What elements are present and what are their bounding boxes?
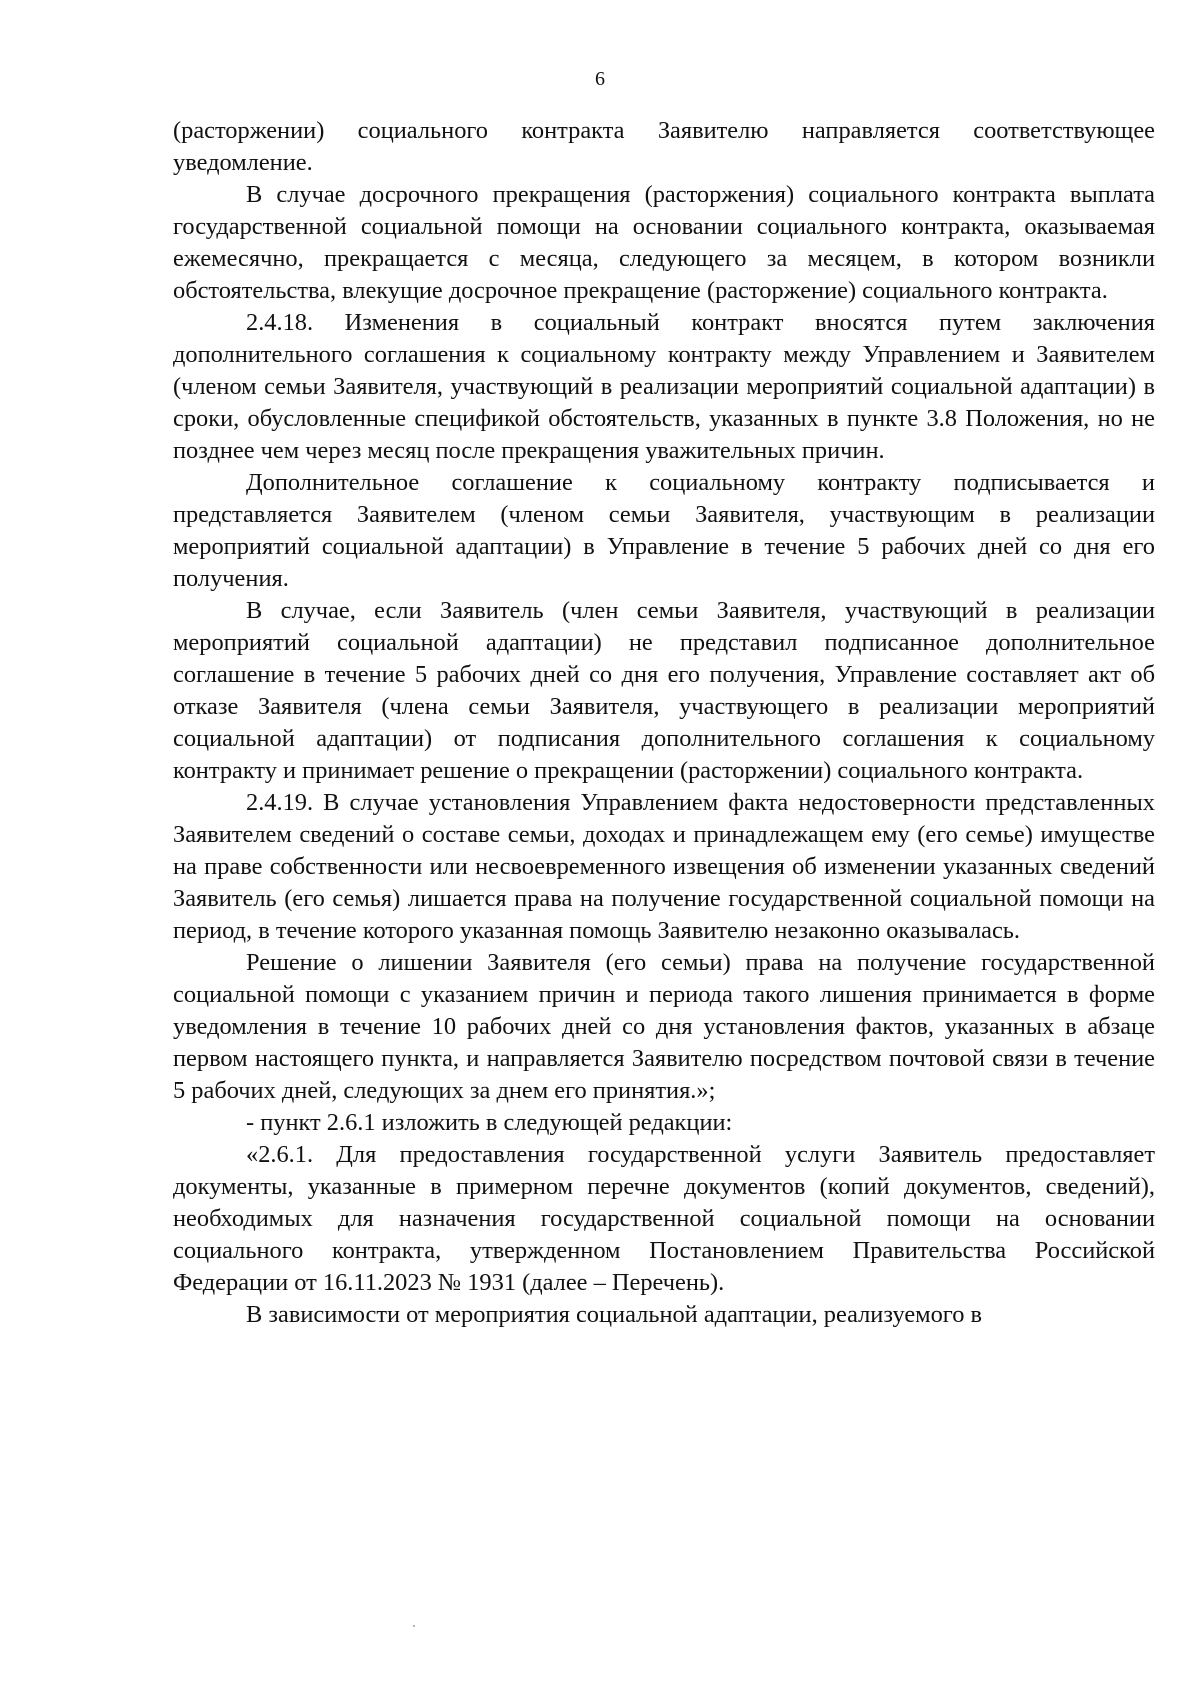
paragraph-10: В зависимости от мероприятия социальной адаптации, реализуемого в [246, 1301, 983, 1328]
paragraph-1: (расторжении) социального контракта Заявителю направляется соответствующее уведомление. [173, 117, 1155, 176]
scan-artifact-dot [413, 1625, 415, 1627]
paragraph-7: Решение о лишении Заявителя (его семьи) права на получение государственной социальной помощи с указанием причин и периода такого лишения принимается в форме уведомления в течение 10 рабочих дней со дня установления фактов, указанных в абзаце первом настоящего пункта, и направляется Заявителю посредством почтовой связи в течение 5 рабочих дней, следующих за днем его принятия.»; [173, 949, 1155, 1104]
paragraph-3: 2.4.18. Изменения в социальный контракт вносятся путем заключения дополнительного соглашения к социальному контракту между Управлением и Заявителем (членом семьи Заявителя, участвующий в реализации мероприятий социальной адаптации) в сроки, обусловленные спецификой обстоятельств, указанных в пункте 3.8 Положения, но не позднее чем через месяц после прекращения уважительных причин. [173, 309, 1155, 464]
document-body [173, 115, 1155, 1331]
page-number: 6 [595, 68, 605, 90]
paragraph-8: - пункт 2.6.1 изложить в следующей редакции: [246, 1109, 733, 1136]
paragraph-4: Дополнительное соглашение к социальному контракту подписывается и представляется Заявителем (членом семьи Заявителя, участвующим в реализации мероприятий социальной адаптации) в Управление в течение 5 рабочих дней со дня его получения. [173, 469, 1155, 592]
paragraph-5: В случае, если Заявитель (член семьи Заявителя, участвующий в реализации мероприятий социальной адаптации) не представил подписанное дополнительное соглашение в течение 5 рабочих дней со дня его получения, Управление составляет акт об отказе Заявителя (члена семьи Заявителя, участвующего в реализации мероприятий социальной адаптации) от подписания дополнительного соглашения к социальному контракту и принимает решение о прекращении (расторжении) социального контракта. [173, 597, 1155, 784]
paragraph-2: В случае досрочного прекращения (расторжения) социального контракта выплата государственной социальной помощи на основании социального контракта, оказываемая ежемесячно, прекращается с месяца, следующего за месяцем, в котором возникли обстоятельства, влекущие досрочное прекращение (расторжение) социального контракта. [173, 181, 1155, 304]
paragraph-6: 2.4.19. В случае установления Управлением факта недостоверности представленных Заявителем сведений о составе семьи, доходах и принадлежащем ему (его семье) имуществе на праве собственности или несвоевременного извещения об изменении указанных сведений Заявитель (его семья) лишается права на получение государственной социальной помощи на период, в течение которого указанная помощь Заявителю незаконно оказывалась. [173, 789, 1155, 944]
paragraph-9: «2.6.1. Для предоставления государственной услуги Заявитель предоставляет документы, указанные в примерном перечне документов (копий документов, сведений), необходимых для назначения государственной социальной помощи на основании социального контракта, утвержденном Постановлением Правительства Российской Федерации от 16.11.2023 № 1931 (далее – Перечень). [173, 1141, 1155, 1296]
